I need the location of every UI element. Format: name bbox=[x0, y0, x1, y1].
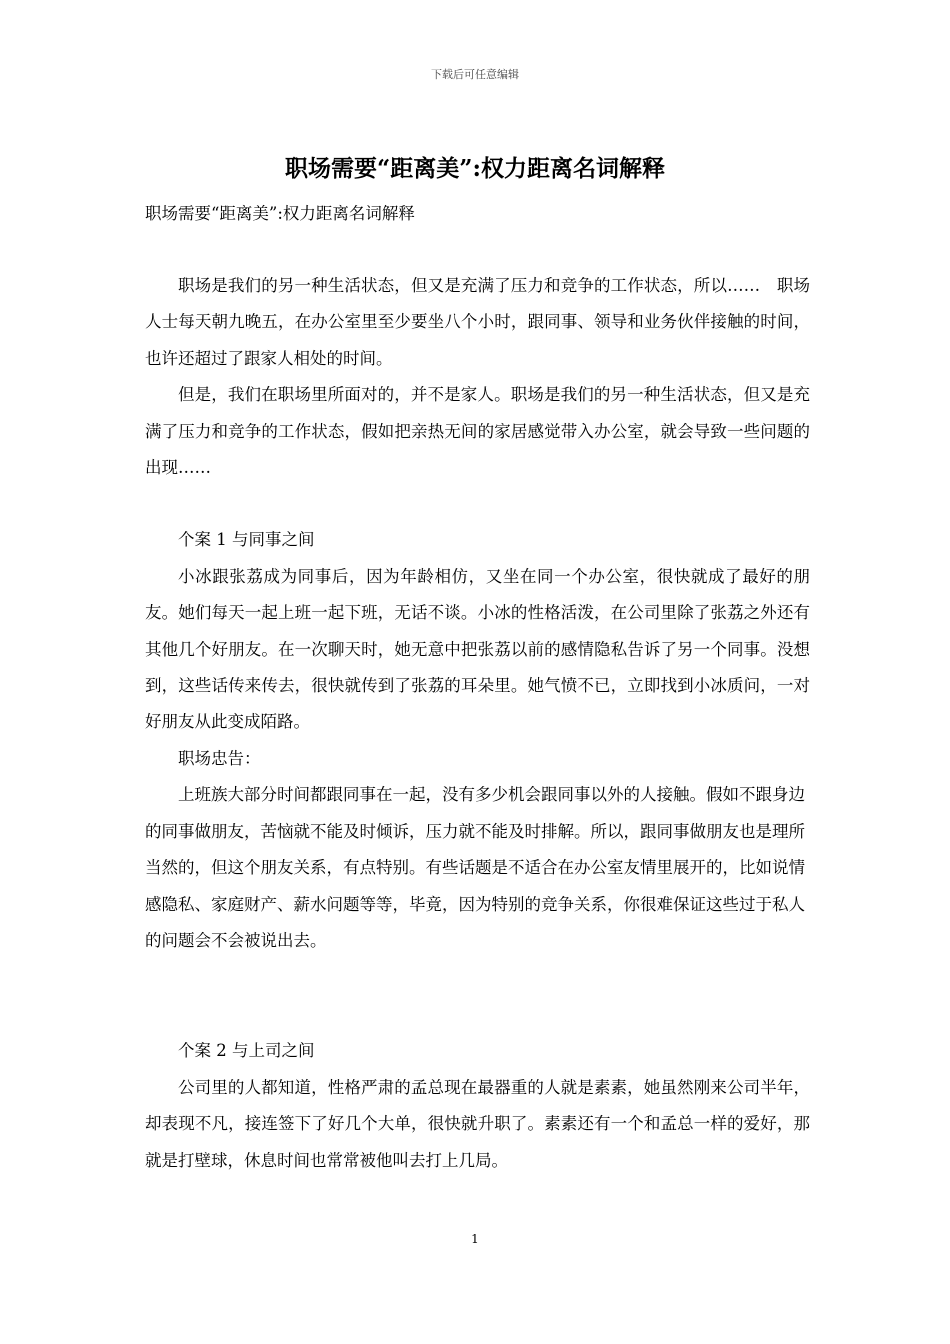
case-1-heading: 个案 1 与同事之间 bbox=[178, 530, 315, 550]
header-note: 下载后可任意编辑 bbox=[431, 68, 519, 81]
paragraph-advice: 上班族大部分时间都跟同事在一起，没有多少机会跟同事以外的人接触。假如不跟身边的同事做朋友，苦恼就不能及时倾诉，压力就不能及时排解。所以，跟同事做朋友也是理所当然的，但这个朋友关系，有点特别。有些话题是不适合在办公室友情里展开的，比如说情感隐私、家庭财产、薪水问题等等，毕竟，因为特别的竞争关系，你很难保证这些过于私人的问题会不会被说出去。 bbox=[145, 785, 805, 950]
section-intro bbox=[145, 268, 810, 1179]
case-2-heading: 个案 2 与上司之间 bbox=[178, 1041, 315, 1061]
paragraph-case-2: 公司里的人都知道，性格严肃的孟总现在最器重的人就是素素，她虽然刚来公司半年，却表现不凡，接连签下了好几个大单，很快就升职了。素素还有一个和孟总一样的爱好，那就是打壁球，休息时间也常常被他叫去打上几局。 bbox=[145, 1077, 810, 1170]
spacer bbox=[145, 486, 810, 522]
advice-heading: 职场忠告： bbox=[178, 748, 261, 768]
spacer bbox=[145, 959, 810, 1033]
document-subtitle: 职场需要“距离美”:权力距离名词解释 bbox=[145, 204, 415, 223]
paragraph-case-1: 小冰跟张荔成为同事后，因为年龄相仿，又坐在同一个办公室，很快就成了最好的朋友。她们每天一起上班一起下班，无话不谈。小冰的性格活泼，在公司里除了张荔之外还有其他几个好朋友。在一次聊天时，她无意中把张荔以前的感情隐私告诉了另一个同事。没想到，这些话传来传去，很快就传到了张荔的耳朵里。她气愤不已，立即找到小冰质问，一对好朋友从此变成陌路。 bbox=[145, 566, 810, 732]
paragraph-but: 但是，我们在职场里所面对的，并不是家人。职场是我们的另一种生活状态，但又是充满了压力和竞争的工作状态，假如把亲热无间的家居感觉带入办公室，就会导致一些问题的出现…… bbox=[145, 385, 810, 478]
page-number: 1 bbox=[471, 1232, 479, 1246]
paragraph-intro: 职场是我们的另一种生活状态，但又是充满了压力和竞争的工作状态，所以…… 职场人士每天朝九晚五，在办公室里至少要坐八个小时，跟同事、领导和业务伙伴接触的时间，也许还超过了跟家人相处的时间。 bbox=[145, 276, 810, 368]
document-title: 职场需要“距离美”:权力距离名词解释 bbox=[285, 155, 665, 182]
